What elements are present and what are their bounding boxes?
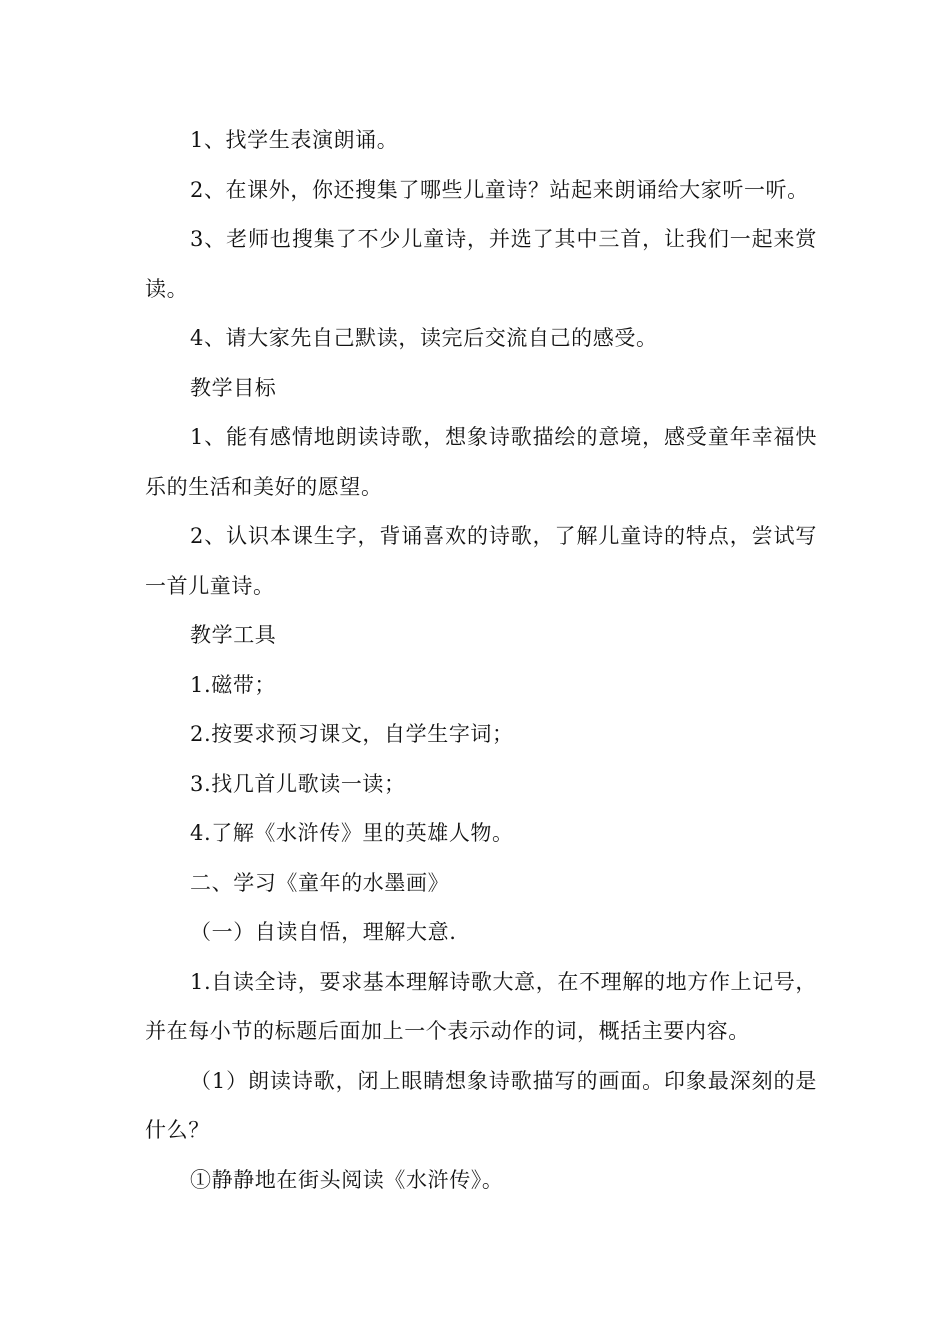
paragraph-self-read: 1.自读全诗，要求基本理解诗歌大意，在不理解的地方作上记号，并在每小节的标题后面加上一个表示动作的词，概括主要内容。 (145, 969, 817, 1043)
document-body (145, 116, 817, 1205)
heading-teaching-tools: 教学工具 (190, 623, 277, 647)
heading-teaching-goals: 教学目标 (190, 375, 277, 400)
paragraph-find-students-recite: 1、找学生表演朗诵。 (190, 128, 399, 152)
paragraph-read-aloud: （1）朗读诗歌，闭上眼睛想象诗歌描写的画面。印象最深刻的是什么？ (145, 1068, 817, 1142)
heading-section-two: 二、学习《童年的水墨画》 (190, 870, 450, 895)
paragraph-goal-2: 2、认识本课生字，背诵喜欢的诗歌，了解儿童诗的特点，尝试写一首儿童诗。 (145, 524, 817, 598)
paragraph-item-one: ①静静地在街头阅读《水浒传》。 (190, 1167, 504, 1192)
paragraph-tool-1: 1.磁带； (190, 672, 277, 697)
paragraph-tool-4: 4.了解《水浒传》里的英雄人物。 (190, 821, 514, 845)
paragraph-tool-3: 3.找几首儿歌读一读； (190, 771, 406, 796)
paragraph-tool-2: 2.按要求预习课文，自学生字词； (190, 722, 514, 746)
paragraph-goal-1: 1、能有感情地朗读诗歌，想象诗歌描绘的意境，感受童年幸福快乐的生活和美好的愿望。 (145, 425, 817, 499)
paragraph-teacher-three-poems: 3、老师也搜集了不少儿童诗，并选了其中三首，让我们一起来赏读。 (145, 227, 817, 301)
heading-subsection-one: （一）自读自悟，理解大意. (190, 920, 457, 944)
paragraph-collected-poems: 2、在课外，你还搜集了哪些儿童诗？站起来朗诵给大家听一听。 (190, 177, 809, 202)
paragraph-silent-reading: 4、请大家先自己默读，读完后交流自己的感受。 (190, 326, 658, 350)
